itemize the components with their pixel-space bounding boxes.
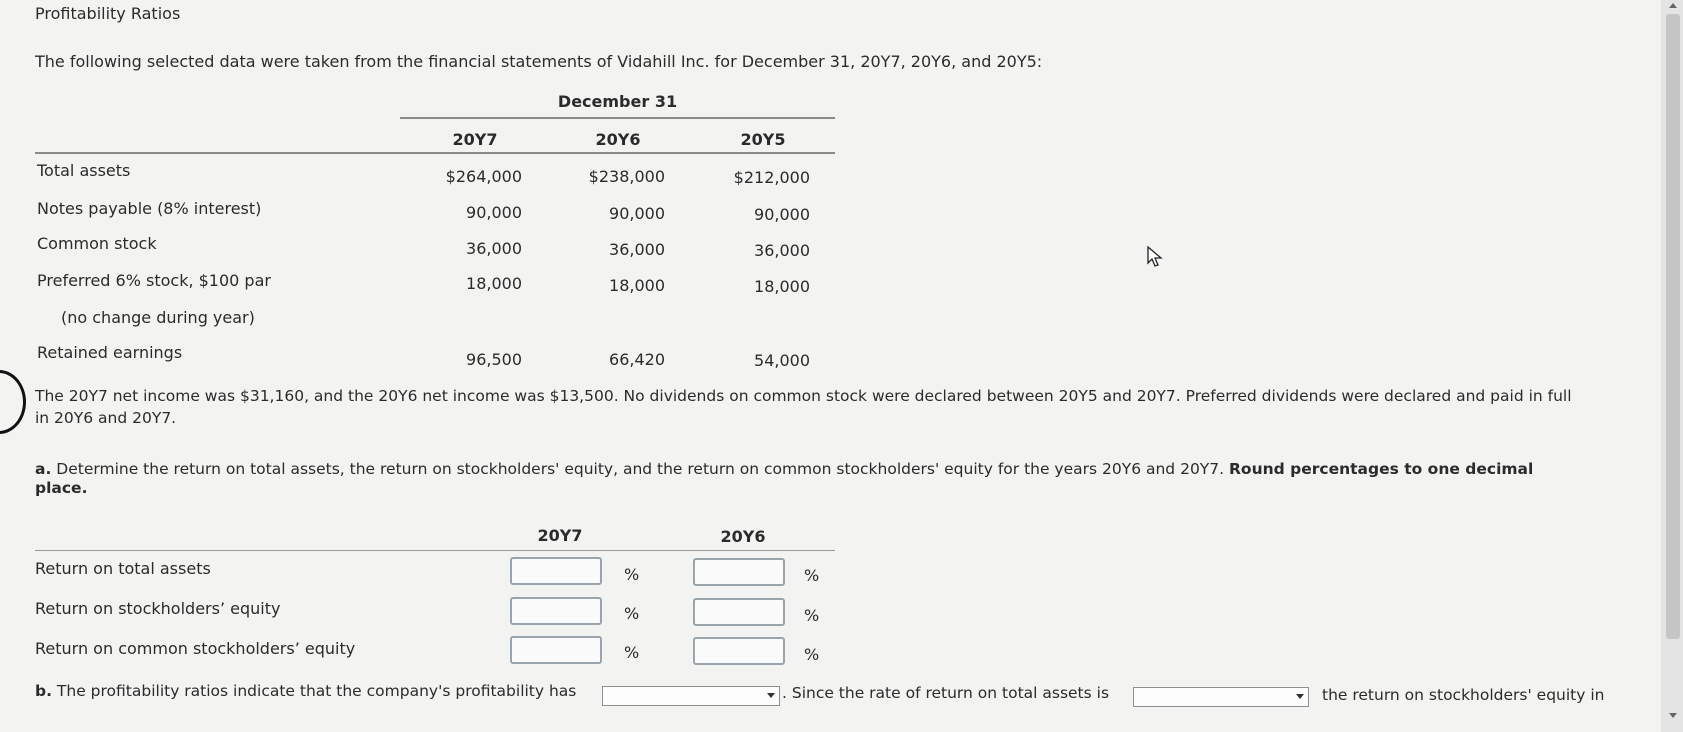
cell-preferred-stock-20y7: 18,000 [466, 274, 522, 293]
row-label-common-stock: Common stock [37, 234, 157, 253]
question-b-text-after: the return on stockholders' equity in [1322, 686, 1605, 704]
cell-common-stock-20y6: 36,000 [609, 240, 665, 259]
answer-col-header-20y7: 20Y7 [537, 526, 583, 545]
percent-label: % [804, 566, 820, 585]
chevron-down-icon [1296, 694, 1304, 699]
cell-preferred-stock-20y5: 18,000 [754, 277, 810, 296]
return-stockholders-equity-20y6-input[interactable] [693, 598, 785, 626]
question-a-bold-instruction: Round percentages to one decimal [1229, 460, 1534, 478]
question-a-prefix: a. [35, 460, 52, 478]
return-common-equity-20y7-input[interactable] [510, 636, 602, 664]
question-a-text: Determine the return on total assets, the return on stockholders' equity, and the return on common stockholders' equity for the years 20Y6 and 20Y7. [56, 460, 1225, 478]
return-total-assets-20y6-input[interactable] [693, 558, 785, 586]
cell-common-stock-20y7: 36,000 [466, 239, 522, 258]
answer-label-return-total-assets: Return on total assets [35, 559, 211, 578]
percent-label: % [624, 565, 640, 584]
side-panel-tab[interactable] [0, 370, 26, 434]
cell-notes-payable-20y6: 90,000 [609, 204, 665, 223]
col-header-20y5: 20Y5 [740, 130, 786, 149]
chevron-down-icon [767, 693, 775, 698]
answer-header-rule [35, 550, 835, 551]
cell-notes-payable-20y7: 90,000 [466, 203, 522, 222]
col-header-20y6: 20Y6 [595, 130, 641, 149]
question-b-text [35, 682, 576, 700]
return-common-equity-20y6-input[interactable] [693, 637, 785, 665]
cell-total-assets-20y7: $264,000 [445, 167, 522, 186]
group-header-rule [400, 117, 835, 119]
scroll-up-icon[interactable] [1669, 3, 1677, 8]
return-stockholders-equity-20y7-input[interactable] [510, 597, 602, 625]
cell-notes-payable-20y5: 90,000 [754, 205, 810, 224]
cell-total-assets-20y6: $238,000 [588, 167, 665, 186]
column-header-rule [35, 152, 835, 154]
net-income-paragraph-line1: The 20Y7 net income was $31,160, and the 20Y6 net income was $13,500. No dividends on common stock were declared between 20Y5 and 20Y7. Preferred dividends were declared and paid in full [35, 387, 1572, 405]
page-title: Profitability Ratios [35, 4, 181, 23]
question-a-line2: place. [35, 479, 88, 497]
net-income-paragraph-line2: in 20Y6 and 20Y7. [35, 409, 177, 427]
cell-retained-earnings-20y7: 96,500 [466, 350, 522, 369]
return-on-assets-comparison-select[interactable] [1133, 687, 1309, 707]
cell-preferred-stock-20y6: 18,000 [609, 276, 665, 295]
cell-total-assets-20y5: $212,000 [733, 168, 810, 187]
profitability-trend-select[interactable] [602, 686, 780, 706]
scroll-down-icon[interactable] [1669, 713, 1677, 718]
row-label-total-assets: Total assets [37, 161, 131, 180]
vertical-scrollbar[interactable] [1661, 0, 1683, 732]
row-label-notes-payable: Notes payable (8% interest) [37, 199, 262, 218]
answer-col-header-20y6: 20Y6 [720, 527, 766, 546]
question-b-prefix: b. [35, 682, 52, 700]
col-header-20y7: 20Y7 [452, 130, 498, 149]
scrollbar-thumb[interactable] [1666, 14, 1680, 639]
cell-retained-earnings-20y5: 54,000 [754, 351, 810, 370]
percent-label: % [804, 645, 820, 664]
row-label-preferred-stock: Preferred 6% stock, $100 par [37, 271, 271, 290]
row-label-retained-earnings: Retained earnings [37, 343, 183, 362]
question-b-text-before: The profitability ratios indicate that the company's profitability has [56, 682, 577, 700]
answer-label-return-stockholders-equity: Return on stockholders’ equity [35, 599, 281, 618]
percent-label: % [624, 604, 640, 623]
mouse-cursor-icon [1147, 246, 1165, 270]
cell-common-stock-20y5: 36,000 [754, 241, 810, 260]
answer-label-return-common-stockholders-equity: Return on common stockholders’ equity [35, 639, 356, 658]
cell-retained-earnings-20y6: 66,420 [609, 350, 665, 369]
question-a-line1 [35, 460, 1533, 478]
table-group-header: December 31 [557, 92, 678, 111]
percent-label: % [624, 643, 640, 662]
question-b-text-middle: . Since the rate of return on total assets is [782, 684, 1110, 702]
intro-text: The following selected data were taken from the financial statements of Vidahill Inc. for December 31, 20Y7, 20Y6, and 20Y5: [35, 52, 1043, 71]
percent-label: % [804, 606, 820, 625]
row-label-no-change: (no change during year) [61, 308, 255, 327]
return-total-assets-20y7-input[interactable] [510, 557, 602, 585]
